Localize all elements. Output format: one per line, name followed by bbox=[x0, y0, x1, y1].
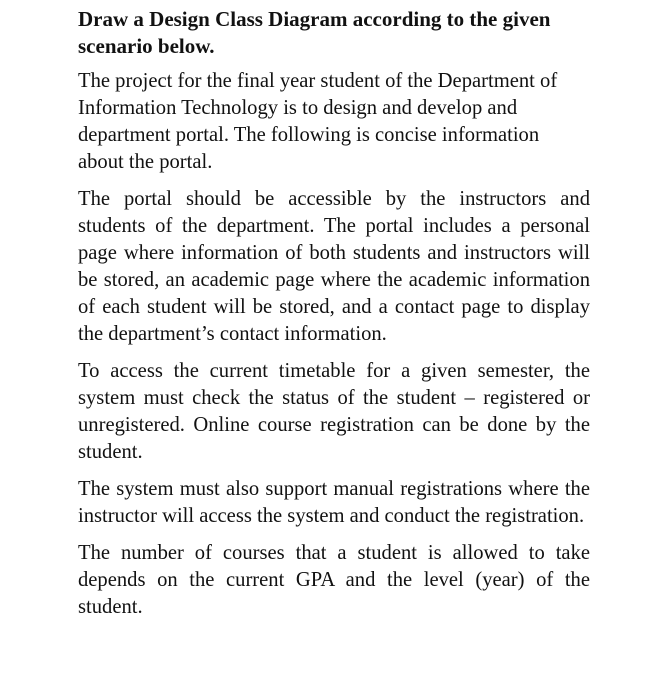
paragraph-manual-registration: The system must also support manual registrations where the instructor will access the system and conduct the registration. bbox=[78, 478, 590, 527]
paragraph-portal-access: The portal should be accessible by the instructors and students of the department. The portal includes a personal page where information of both students and instructors will be stored, an academic page where the academic information of each student will be stored, and a contact page to display the department’s contact information. bbox=[78, 188, 590, 345]
paragraph-course-limit: The number of courses that a student is allowed to take depends on the current GPA and the level (year) of the student. bbox=[78, 542, 590, 618]
task-heading: Draw a Design Class Diagram according to the given scenario below. bbox=[78, 7, 551, 58]
document-page bbox=[78, 6, 590, 631]
paragraph-timetable: To access the current timetable for a given semester, the system must check the status of the student – registered or unregistered. Online course registration can be done by the student. bbox=[78, 360, 590, 463]
paragraph-project-intro: The project for the final year student of the Department of Information Technology is to design and develop and department portal. The following is concise information about the portal. bbox=[78, 70, 558, 173]
